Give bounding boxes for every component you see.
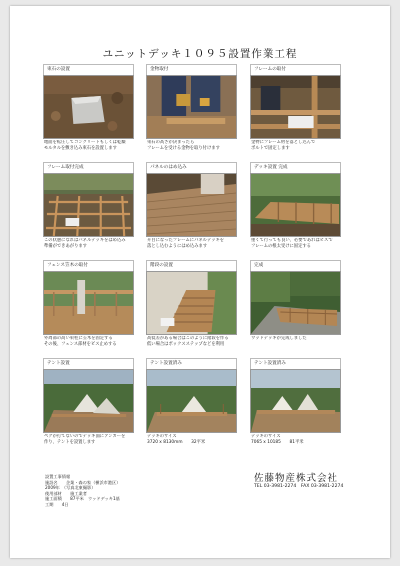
step-photo (250, 271, 341, 335)
step-caption: 重くて行っても良い、必要であればビスで フレームの根太受けに固定する (251, 238, 333, 249)
step-card-stairs (146, 260, 237, 349)
step-caption: 外周部の高い束柱に笠木を固定する その後、フェンス部材をビス止めする (44, 336, 117, 347)
step-caption: 地面を転圧してコンクリートもしくは乾燥 モルタルを敷き込み束石を設置します (44, 140, 126, 151)
document-sheet (10, 6, 390, 558)
step-card-tent-setup (43, 358, 134, 447)
step-card-tent-done-large (250, 358, 341, 447)
step-caption: デッキのサイズ 7065 x 10185 81平米 (251, 434, 304, 445)
step-photo (146, 173, 237, 237)
step-label: 階段の設置 (146, 260, 237, 271)
step-caption: 升目になったフレームにパネルデッキを 落とし込むようにはめ込みます (147, 238, 225, 249)
step-label: テント設置 (43, 358, 134, 369)
step-photo (146, 271, 237, 335)
step-photo (43, 75, 134, 139)
step-card-tent-done-small (146, 358, 237, 447)
step-label: 完成 (250, 260, 341, 271)
company-name: 佐藤物産株式会社 (254, 473, 339, 484)
step-caption: デッキのサイズ 3720 x 8130mm 32平米 (147, 434, 206, 445)
step-label: 束石の設置 (43, 64, 134, 75)
step-card-fence (43, 260, 134, 349)
step-card-foundation-stone (43, 64, 134, 153)
step-card-deck-complete (250, 162, 341, 251)
step-photo (250, 75, 341, 139)
step-photo (146, 75, 237, 139)
step-caption: ウッドデッキが完成しました (251, 336, 307, 341)
step-card-frame-complete (43, 162, 134, 251)
step-photo (250, 173, 341, 237)
document-title: ユニットデッキ１０９５設置作業工程 (102, 48, 298, 60)
step-photo (43, 173, 134, 237)
step-label: フレーム取付完成 (43, 162, 134, 173)
step-card-hardware (146, 64, 237, 153)
step-caption: ペグが打てないのでデッキ面にアンカーを 作り、テントを設置します (44, 434, 126, 445)
step-label: テント設置済み (146, 358, 237, 369)
step-caption: 高低差がある場合はこのように階段を作る 低い場合はボックスステップなどを利用 (147, 336, 229, 347)
step-photo (43, 271, 134, 335)
step-card-complete (250, 260, 341, 349)
step-label: 金物取付 (146, 64, 237, 75)
step-caption: 束石の高さが決まったら フレームを受ける金物を取り付けます (147, 140, 220, 151)
step-label: デッキ設置 完成 (250, 162, 341, 173)
company-contact: TEL 03-3981-2274 FAX 03-3981-2274 (254, 484, 344, 489)
step-label: パネルのはめ込み (146, 162, 237, 173)
step-label: フェンス笠木の取付 (43, 260, 134, 271)
step-photo (43, 369, 134, 433)
step-photo (250, 369, 341, 433)
installation-notes: 設置工事情報 施設名 企業・森の家（横浜市港区） 2009年 （写真北東撮影） 使用部材 施工業者 施工面積 87平米 ウッドデッキ1基 工期 4日 (45, 474, 121, 507)
step-caption: この状態になればパネルデッキをはめ込み 準備ができあがります (44, 238, 126, 249)
step-photo (146, 369, 237, 433)
step-label: テント設置済み (250, 358, 341, 369)
step-card-frame (250, 64, 341, 153)
step-label: フレームの取付 (250, 64, 341, 75)
step-caption: 金物にフレーム材を落とし込んで ボルトで固定します (251, 140, 316, 151)
step-card-panel-fitting (146, 162, 237, 251)
